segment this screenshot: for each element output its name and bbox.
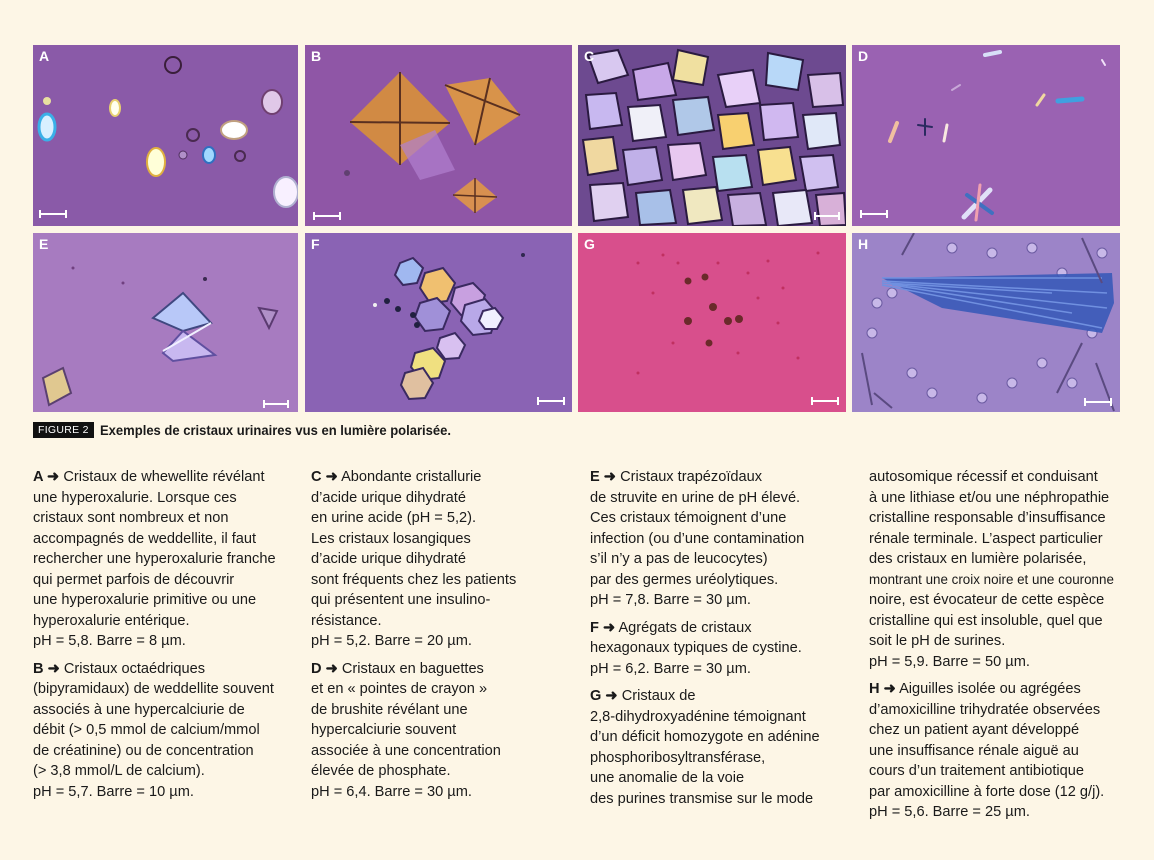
panel-g-micrograph	[578, 233, 846, 412]
text-line: et en « pointes de crayon »	[311, 681, 488, 697]
paragraph-a	[33, 467, 298, 652]
text-line: chez un patient ayant développé	[869, 722, 1080, 738]
text-line: Ces cristaux témoignent d’une	[590, 510, 787, 526]
paragraph-d	[311, 659, 576, 803]
panel-letter: E	[39, 236, 49, 252]
text-line: une insuffisance rénale aiguë au	[869, 742, 1079, 759]
text-line: pH = 6,2. Barre = 30 µm.	[590, 660, 751, 677]
paragraph-label: D ➜	[311, 660, 338, 677]
paragraph-label: A ➜	[33, 469, 60, 485]
text-line: qui permet parfois de découvrir	[33, 571, 235, 588]
text-line: par des germes uréolytiques.	[590, 571, 779, 588]
text-line: autosomique récessif et conduisant	[869, 469, 1098, 485]
weddellite-crystals-image	[305, 45, 572, 226]
text-column-2	[311, 467, 576, 809]
text-line: E ➜ Cristaux trapézoïdaux	[590, 469, 763, 485]
text-line: une hyperoxalurie. Lorsque ces	[33, 489, 237, 506]
text-line: à une lithiase et/ou une néphropathie	[869, 489, 1110, 506]
struvite-crystals-image	[33, 233, 298, 412]
figure-caption	[33, 422, 477, 438]
text-line: par amoxicilline à forte dose (12 g/j).	[869, 783, 1105, 800]
scale-bar	[811, 400, 839, 402]
panel-letter: D	[858, 48, 869, 64]
text-line: Les cristaux losangiques	[311, 530, 471, 547]
scale-bar	[860, 213, 888, 215]
text-line: pH = 5,6. Barre = 25 µm.	[869, 804, 1030, 820]
text-line: noire, est évocateur de cette espèce	[869, 592, 1105, 608]
text-line: pH = 5,2. Barre = 20 µm.	[311, 633, 472, 649]
text-line: de créatinine) ou de concentration	[33, 742, 254, 759]
text-line: pH = 5,8. Barre = 8 µm.	[33, 633, 186, 649]
text-line: résistance.	[311, 612, 382, 629]
text-line: des cristaux en lumière polarisée,	[869, 551, 1087, 567]
text-line: phosphoribosyltransférase,	[590, 749, 766, 766]
text-line: d’amoxicilline trihydratée observées	[869, 701, 1101, 718]
text-line: pH = 6,4. Barre = 30 µm.	[311, 783, 472, 800]
panel-h-micrograph	[852, 233, 1120, 412]
paragraph-label: F ➜	[590, 619, 616, 636]
scale-bar	[263, 403, 289, 405]
paragraph-f	[590, 618, 855, 680]
panel-letter: B	[311, 48, 322, 64]
text-line: de struvite en urine de pH élevé.	[590, 489, 801, 506]
panel-c-micrograph	[578, 45, 846, 226]
panel-b-micrograph	[305, 45, 572, 226]
text-line: pH = 5,7. Barre = 10 µm.	[33, 783, 194, 800]
text-line: élevée de phosphate.	[311, 763, 451, 779]
panel-letter: H	[858, 236, 869, 252]
text-line: une hyperoxalurie primitive ou une	[33, 592, 257, 608]
amoxicillin-crystals-image	[852, 233, 1120, 412]
text-line: cristalline responsable d’insuffisance	[869, 510, 1106, 526]
brushite-crystals-image	[852, 45, 1120, 226]
paragraph-b	[33, 659, 298, 803]
scale-bar	[313, 215, 341, 217]
paragraph-c	[311, 467, 576, 652]
scale-bar	[1084, 401, 1112, 403]
panel-d-micrograph	[852, 45, 1120, 226]
text-line: s’il n’y a pas de leucocytes)	[590, 551, 768, 567]
panel-e-micrograph	[33, 233, 298, 412]
text-line: rénale terminale. L’aspect particulier	[869, 530, 1103, 547]
text-line: en urine acide (pH = 5,2).	[311, 510, 477, 526]
panel-letter: F	[311, 236, 320, 252]
text-line: soit le pH de surines.	[869, 633, 1006, 649]
text-line: cours d’un traitement antibiotique	[869, 763, 1084, 779]
text-line: B ➜ Cristaux octaédriques	[33, 660, 206, 677]
dha-crystals-image	[578, 233, 846, 412]
paragraph-label: H ➜	[869, 681, 896, 697]
paragraph-label: G ➜	[590, 688, 618, 704]
text-line: d’un déficit homozygote en adénine	[590, 729, 820, 745]
figure-number-badge: FIGURE 2	[33, 422, 94, 438]
scale-bar	[39, 213, 67, 215]
text-line: hyperoxalurie entérique.	[33, 612, 190, 629]
text-line: sont fréquents chez les patients	[311, 571, 517, 588]
text-line: pH = 7,8. Barre = 30 µm.	[590, 592, 751, 608]
panel-letter: A	[39, 48, 50, 64]
paragraph-g	[590, 686, 855, 809]
panel-a-micrograph	[33, 45, 298, 226]
paragraph-g-continued	[869, 467, 1134, 672]
text-line: accompagnés de weddellite, il faut	[33, 530, 257, 547]
text-line: F ➜ Agrégats de cristaux	[590, 619, 752, 636]
text-line: C ➜ Abondante cristallurie	[311, 469, 482, 485]
panel-letter: C	[584, 48, 595, 64]
text-line: (bipyramidaux) de weddellite souvent	[33, 681, 274, 697]
text-column-3	[590, 467, 855, 816]
uric-acid-crystals-image	[578, 45, 846, 226]
text-line: A ➜ Cristaux de whewellite révélant	[33, 469, 265, 485]
paragraph-label: B ➜	[33, 660, 60, 677]
text-line: cristalline qui est insoluble, quel que	[869, 612, 1103, 629]
text-column-1	[33, 467, 298, 809]
scale-bar	[537, 400, 565, 402]
paragraph-e	[590, 467, 855, 611]
paragraph-label: E ➜	[590, 469, 617, 485]
scale-bar	[814, 215, 840, 217]
text-line: D ➜ Cristaux en baguettes	[311, 660, 484, 677]
text-line: hypercalciurie souvent	[311, 722, 457, 738]
text-line: infection (ou d’une contamination	[590, 530, 805, 547]
text-line: associée à une concentration	[311, 742, 501, 759]
text-line: de brushite révélant une	[311, 701, 468, 718]
cystine-crystals-image	[305, 233, 572, 412]
text-line: débit (> 0,5 mmol de calcium/mmol	[33, 722, 260, 738]
text-line: (> 3,8 mmol/L de calcium).	[33, 763, 205, 779]
text-line: 2,8-dihydroxyadénine témoignant	[590, 708, 806, 725]
paragraph-h	[869, 679, 1134, 823]
whewellite-crystals-image	[33, 45, 298, 226]
text-line: rechercher une hyperoxalurie franche	[33, 551, 276, 567]
panel-letter: G	[584, 236, 595, 252]
text-line: montrant une croix noire et une couronne	[869, 571, 1114, 587]
figure-title: Exemples de cristaux urinaires vus en lumière polarisée.	[99, 422, 451, 438]
text-line: des purines transmise sur le mode	[590, 790, 814, 807]
text-line: hexagonaux typiques de cystine.	[590, 640, 802, 656]
text-column-4	[869, 467, 1134, 830]
panel-f-micrograph	[305, 233, 572, 412]
text-line: d’acide urique dihydraté	[311, 551, 466, 567]
text-line: une anomalie de la voie	[590, 770, 745, 786]
text-line: pH = 5,9. Barre = 50 µm.	[869, 653, 1030, 670]
paragraph-label: C ➜	[311, 469, 338, 485]
text-line: associés à une hypercalciurie de	[33, 701, 245, 718]
text-line: d’acide urique dihydraté	[311, 489, 466, 506]
text-line: G ➜ Cristaux de	[590, 688, 696, 704]
text-line: cristaux sont nombreux et non	[33, 510, 229, 526]
text-line: qui présentent une insulino-	[311, 592, 491, 608]
text-line: H ➜ Aiguilles isolée ou agrégées	[869, 681, 1081, 697]
